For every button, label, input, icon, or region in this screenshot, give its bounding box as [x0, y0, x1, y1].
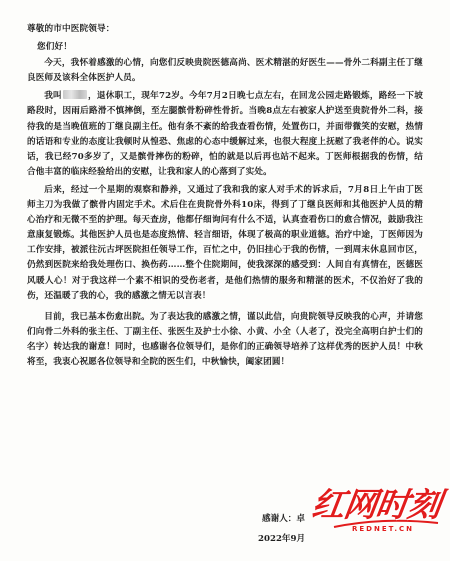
letter-paragraph-surgery: 后来，经过一个星期的观察和静养，又通过了我和我的家人对手术的诉求后，7月8日上午由丁医师主刀为我做了髌骨内固定手术。术后住在贵院骨外科10床，得到了丁继良医师和其他医护人员的精心治疗和无微不至的护理。每天查房，他都仔细询问有什么不适，认真查看伤口的愈合情况，鼓励我注意康复锻炼。其他医护人员也是态度热情、轻言细语，体现了极高的职业道德。治疗中途，丁医师因为工作安排，被派往沅古坪医院担任领导工作，百忙之中，仍旧挂心于我的伤情，一到周末休息回市区，仍然到医院来给我处理伤口、换伤药……整个住院期间，使我深深的感受到：人间自有真情在，医德医风暖人心！对于我这样一个素不相识的受伤老者，是他们热情的服务和精湛的医术，不仅治好了我的伤，还温暖了我的心，我的感激之情无以言表！ — [27, 184, 423, 301]
letter-greeting: 您们好！ — [37, 42, 72, 53]
watermark-subtext: REDNET.CN — [352, 525, 414, 533]
letter-paragraph-thanks: 目前，我已基本伤愈出院。为了表达我的感激之情，谨以此信，向贵院领导反映我的心声，并请您们向骨二外科的张主任、丁副主任、张医生及护士小徐、小黄、小全（人老了，没完全高明白护士们的名字）转达我的谢意！同时，也感谢各位领导们，是你们的正确领导培养了这样优秀的医护人员！中秋将至，我衷心祝愿各位领导和全院的医生们，中秋愉快，阖家团圆！ — [27, 311, 423, 367]
letter-body — [27, 22, 423, 373]
letter-self-intro: 我叫 — [44, 91, 62, 102]
letter-accident-text: ，退休职工，现年72岁。今年7月2日晚七点左右，在回龙公园走路锻炼，路经一下坡路段时，因雨后路滑不慎摔倒，至左腿髌骨粉碎性骨折。当晚8点左右被家人护送至贵院骨外二科，接待我的是当晚值班的丁继良副主任。他有条不紊的给我查看伤情，处置伤口，并面带微笑的安慰，热情的话语和专业的态度让我顿时从惶恐、焦虑的心态中缓解过来，也很大程度上抚慰了我老伴的心。说实话，我已经70多岁了，又是髌骨摔伤的粉碎，怕的就是以后再也站不起来。丁医师根据我的伤情，结合他丰富的临床经验给出的安慰，让我和家人的心落到了实处。 — [27, 91, 423, 177]
letter-paragraph-accident — [27, 89, 423, 180]
letter-signoff: 感谢人：卓 — [262, 514, 305, 524]
letter-salutation: 尊敬的市中医院领导： — [27, 24, 115, 34]
letter-date: 2022年9月 — [258, 534, 306, 544]
rednet-watermark-logo — [309, 485, 443, 549]
watermark-text: 红网时刻 — [309, 485, 443, 524]
letter-paragraph-intro: 今天，我怀着感激的心情，向您们反映贵院医德高尚、医术精湛的好医生——骨外二科副主任丁继良医师及该科全体医护人员。 — [27, 58, 423, 84]
redacted-name-block — [63, 90, 87, 99]
